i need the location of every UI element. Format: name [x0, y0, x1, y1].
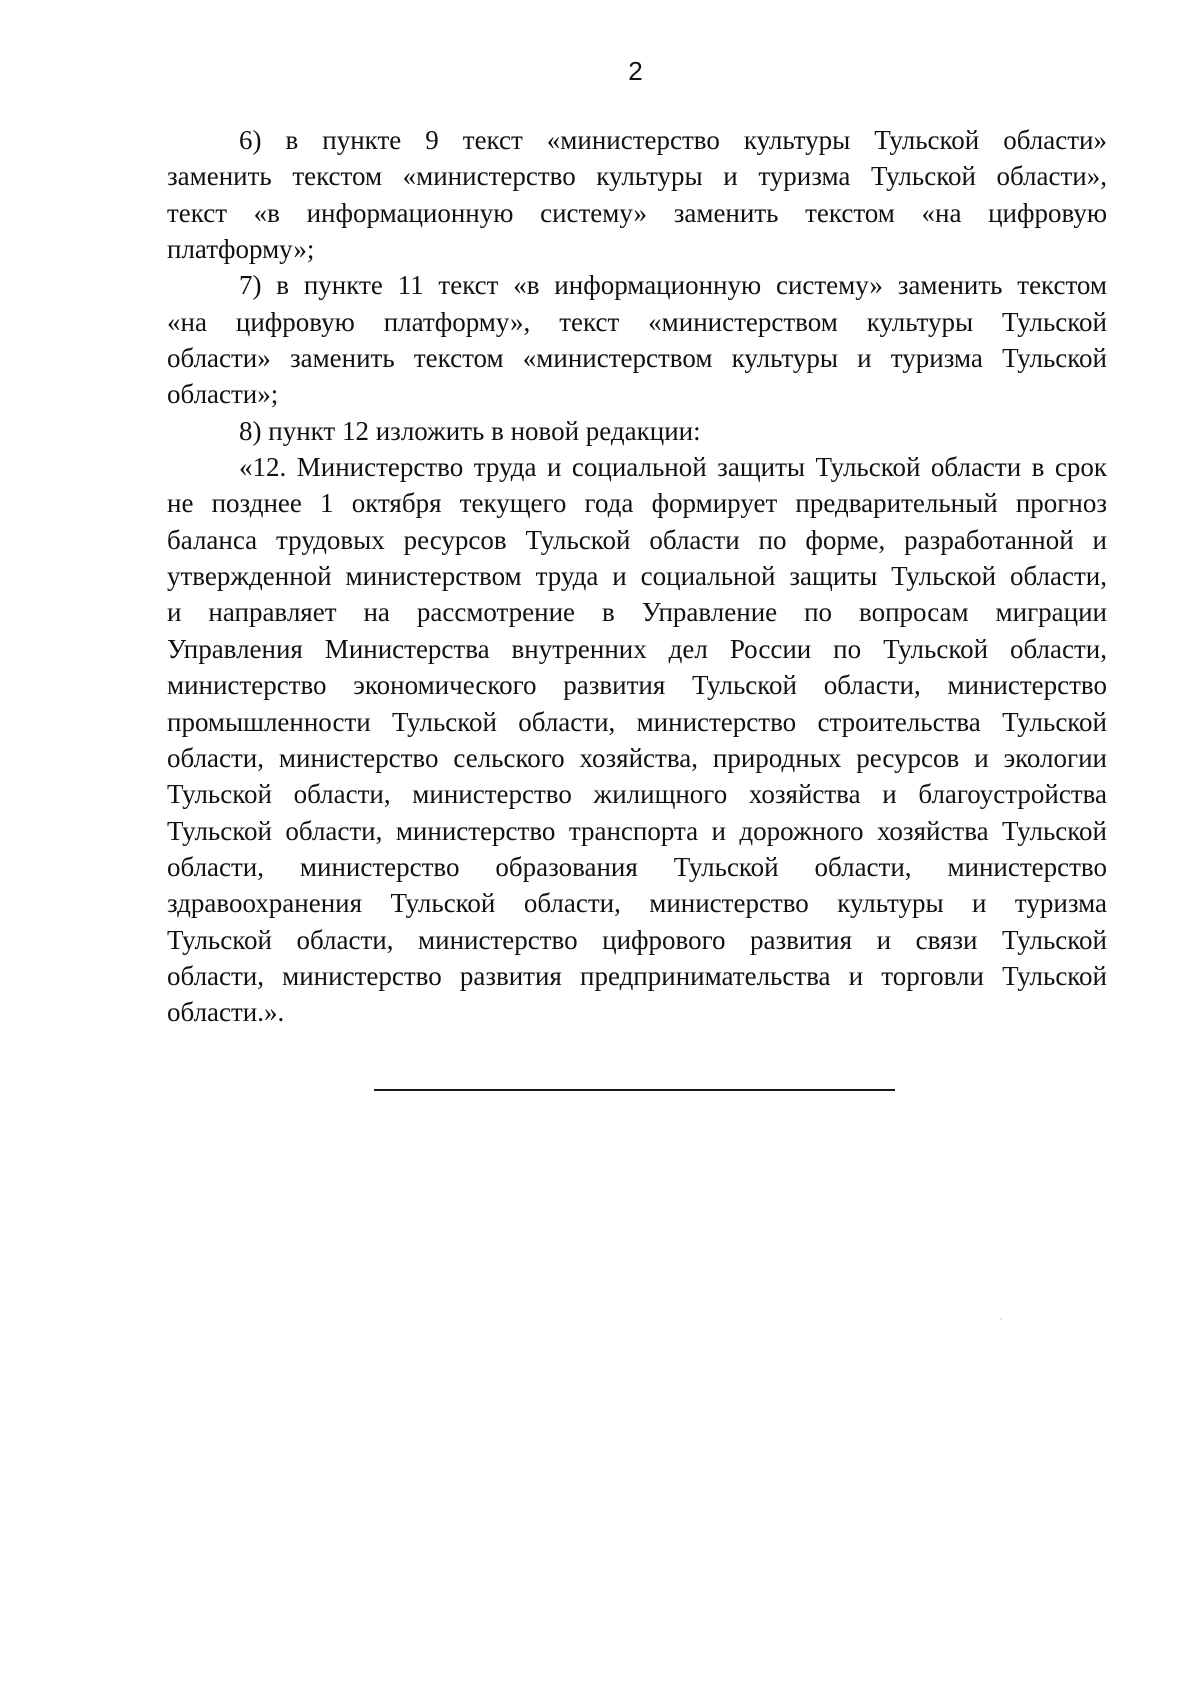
text-line: области, министерство развития предпринимательства и торговли Тульской	[167, 960, 1107, 991]
text-line: Тульской области, министерство жилищного хозяйства и благоустройства	[167, 779, 1107, 810]
text-line: области.».	[167, 997, 285, 1028]
text-line: не позднее 1 октября текущего года формирует предварительный прогноз	[167, 488, 1107, 519]
text-line: 8) пункт 12 изложить в новой редакции:	[239, 415, 701, 446]
text-line: текст «в информационную систему» заменить текстом «на цифровую	[167, 197, 1107, 228]
text-line: «12. Министерство труда и социальной защиты Тульской области в срок	[239, 452, 1107, 483]
text-line: Управления Министерства внутренних дел России по Тульской области,	[167, 633, 1107, 664]
text-line: здравоохранения Тульской области, министерство культуры и туризма	[167, 888, 1107, 919]
text-line: баланса трудовых ресурсов Тульской области по форме, разработанной и	[167, 524, 1107, 555]
text-line: заменить текстом «министерство культуры и туризма Тульской области»,	[167, 161, 1107, 192]
text-line: промышленности Тульской области, министерство строительства Тульской	[167, 706, 1107, 737]
text-line: Тульской области, министерство транспорта и дорожного хозяйства Тульской	[167, 815, 1107, 846]
text-line: и направляет на рассмотрение в Управление по вопросам миграции	[167, 597, 1107, 628]
document-body	[167, 122, 1107, 1031]
text-line: 7) в пункте 11 текст «в информационную систему» заменить текстом	[239, 270, 1107, 301]
text-line: утвержденной министерством труда и социальной защиты Тульской области,	[167, 561, 1107, 592]
end-divider-line	[374, 1089, 895, 1091]
text-line: «на цифровую платформу», текст «министерством культуры Тульской	[167, 306, 1107, 337]
text-line: области»;	[167, 379, 279, 410]
text-line: 6) в пункте 9 текст «министерство культуры Тульской области»	[239, 125, 1107, 155]
scan-speck	[1000, 1318, 1002, 1320]
text-line: Тульской области, министерство цифрового развития и связи Тульской	[167, 924, 1107, 955]
text-line: платформу»;	[167, 234, 315, 265]
text-line: области, министерство образования Тульской области, министерство	[167, 851, 1107, 882]
text-line: области, министерство сельского хозяйства, природных ресурсов и экологии	[167, 742, 1107, 773]
page-number: 2	[628, 56, 643, 86]
text-line: области» заменить текстом «министерством культуры и туризма Тульской	[167, 343, 1107, 374]
text-line: министерство экономического развития Тульской области, министерство	[167, 670, 1107, 701]
